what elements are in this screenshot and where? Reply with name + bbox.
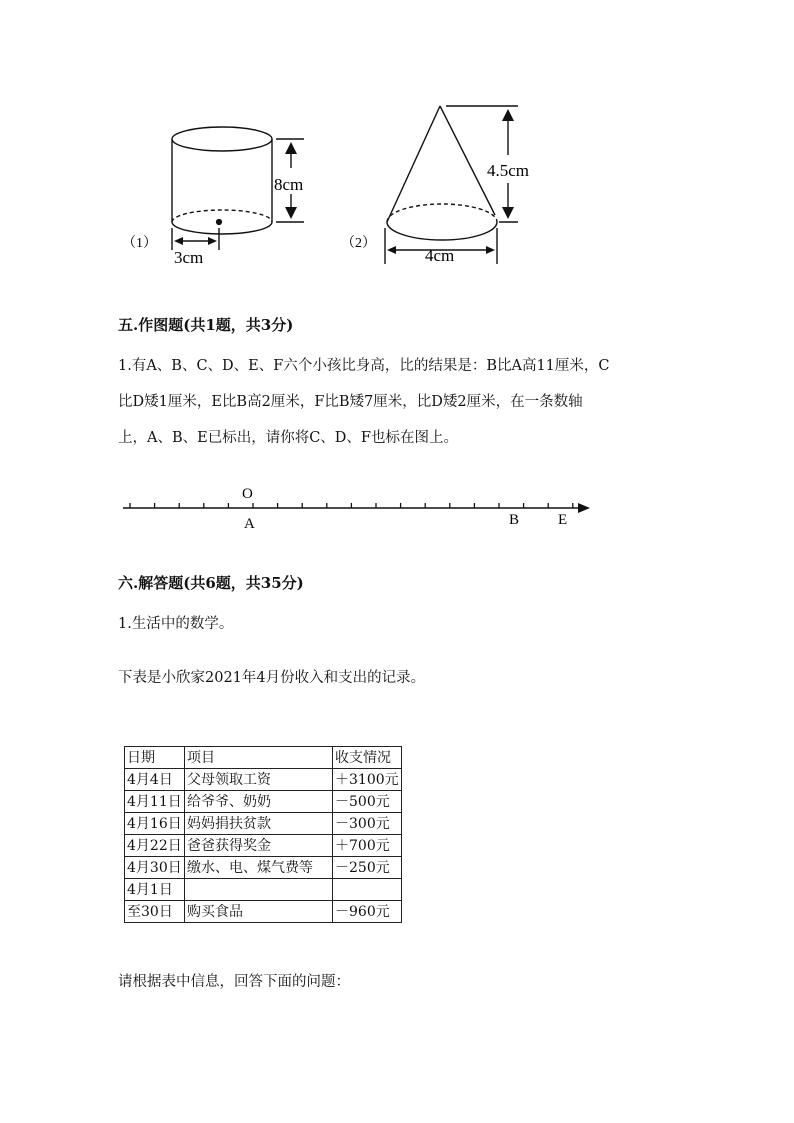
section5-q1-line2: 比D矮1厘米，E比B高2厘米，F比B矮7厘米，比D矮2厘米，在一条数轴: [118, 394, 583, 410]
cone-figure: [385, 106, 518, 264]
table-cell: 4月30日: [125, 857, 185, 879]
table-header-cell: 收支情况: [333, 747, 402, 769]
table-row: [125, 857, 402, 879]
table-cell: 父母领取工资: [185, 769, 333, 791]
table-cell: 缴水、电、煤气费等: [185, 857, 333, 879]
table-cell: [185, 879, 333, 901]
origin-label: O: [242, 486, 253, 502]
section5-q1-line1: 1.有A、B、C、D、E、F六个小孩比身高，比的结果是：B比A高11厘米，C: [118, 358, 610, 374]
number-line: [0, 475, 794, 535]
table-row: [125, 769, 402, 791]
table-cell: 4月22日: [125, 835, 185, 857]
cone-diameter-label: 4cm: [425, 246, 455, 265]
cone-height-label: 4.5cm: [487, 161, 530, 180]
income-expense-table: [124, 746, 402, 923]
table-cell: －500元: [333, 791, 402, 813]
cylinder-radius-label: 3cm: [174, 248, 204, 267]
table-cell: 4月1日: [125, 879, 185, 901]
table-row: [125, 879, 402, 901]
table-cell: 4月16日: [125, 813, 185, 835]
table-cell: －300元: [333, 813, 402, 835]
section6-heading: 六.解答题(共6题，共35分): [118, 574, 304, 592]
table-cell: 至30日: [125, 901, 185, 923]
table-cell: 妈妈捐扶贫款: [185, 813, 333, 835]
cylinder-figure-label: （1）: [122, 236, 157, 251]
point-e-label: E: [558, 512, 568, 528]
cone-figure-label: （2）: [341, 236, 376, 251]
section6-question: 请根据表中信息，回答下面的问题：: [118, 974, 350, 990]
table-cell: 4月4日: [125, 769, 185, 791]
table-cell: －250元: [333, 857, 402, 879]
point-b-label: B: [509, 512, 520, 528]
section5-q1-line3: 上，A、B、E已标出，请你将C、D、F也标在图上。: [118, 430, 458, 446]
table-cell: ＋3100元: [333, 769, 402, 791]
geometry-figures: [0, 0, 794, 290]
table-row: [125, 791, 402, 813]
table-cell: 爸爸获得奖金: [185, 835, 333, 857]
table-row: [125, 901, 402, 923]
section5-heading: 五.作图题(共1题，共3分): [118, 316, 294, 334]
table-row: [125, 813, 402, 835]
table-cell: ＋700元: [333, 835, 402, 857]
table-cell: －960元: [333, 901, 402, 923]
table-cell: 给爷爷、奶奶: [185, 791, 333, 813]
section6-intro: 下表是小欣家2021年4月份收入和支出的记录。: [118, 670, 426, 686]
section6-q1: 1.生活中的数学。: [118, 616, 234, 632]
table-cell: [333, 879, 402, 901]
table-header-row: [125, 747, 402, 769]
table-cell: 购买食品: [185, 901, 333, 923]
table-row: [125, 835, 402, 857]
table-header-cell: 日期: [125, 747, 185, 769]
cylinder-height-label: 8cm: [274, 175, 304, 194]
number-line-arrow: [578, 503, 590, 513]
point-a-label: A: [244, 516, 255, 532]
table-cell: 4月11日: [125, 791, 185, 813]
table-header-cell: 项目: [185, 747, 333, 769]
